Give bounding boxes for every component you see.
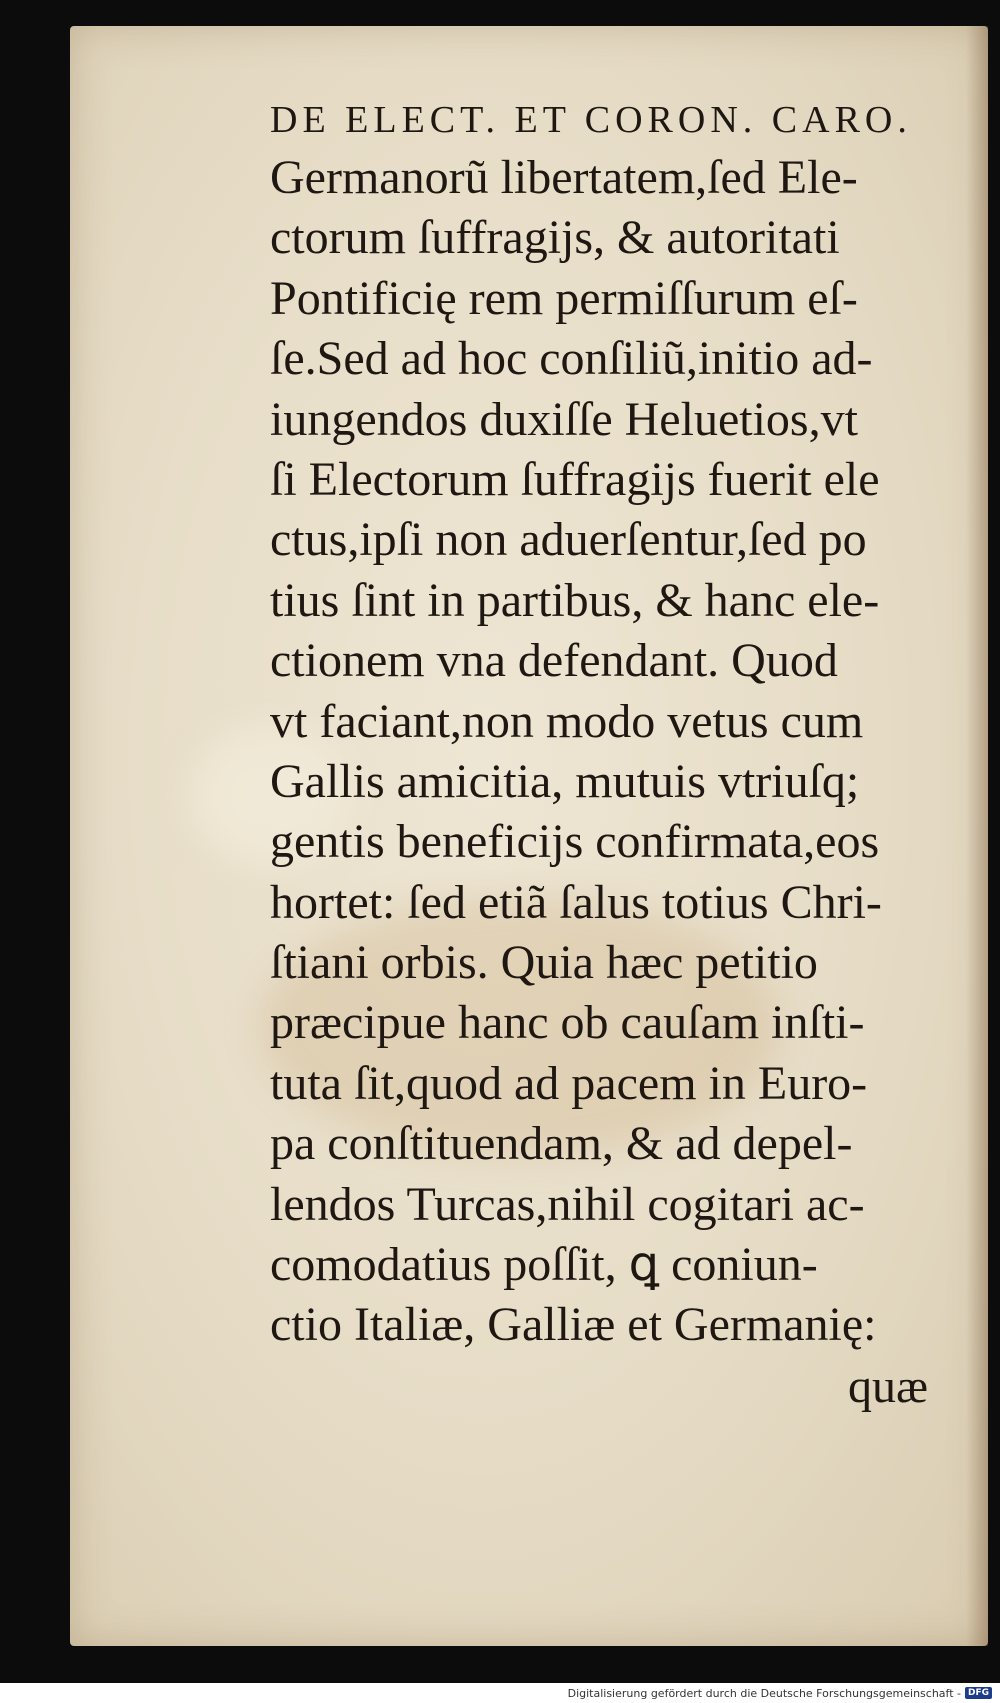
text-lines — [270, 148, 940, 1356]
catchword: quæ — [847, 1359, 928, 1413]
text-line: ctio Italiæ, Galliæ et Germanię: — [270, 1298, 877, 1352]
text-line: ctionem vna defendant. Quod — [270, 634, 838, 688]
text-line: ſi Electorum ſuffragijs fuerit ele — [270, 452, 880, 506]
text-line: iungendos duxiſſe Heluetios,vt — [270, 392, 858, 446]
running-head: DE ELECT. ET CORON. CARO. — [270, 99, 912, 141]
text-line: Gallis amicitia, mutuis vtriuſq; — [270, 754, 860, 808]
page-edge-shadow — [966, 26, 988, 1646]
text-line: pa conſtituendam, & ad depel‑ — [270, 1117, 853, 1171]
text-line: vt faciant,non modo vetus cum — [270, 694, 864, 748]
text-line: tius ſint in partibus, & hanc ele‑ — [270, 573, 880, 627]
text-line: Pontificię rem permiſſurum eſ‑ — [270, 271, 858, 325]
text-line: comodatius poſſit, ꝗ coniun‑ — [270, 1238, 818, 1292]
text-block — [270, 92, 940, 1418]
text-line: ſe.Sed ad hoc conſiliũ,initio ad‑ — [270, 332, 873, 386]
text-line: tuta ſit,quod ad pacem in Euro‑ — [270, 1056, 868, 1110]
text-line: gentis beneficijs confirmata,eos — [270, 815, 880, 869]
text-line: ctorum ſuffragijs, & autoritati — [270, 211, 840, 265]
text-line: lendos Turcas,nihil cogitari ac‑ — [270, 1177, 865, 1231]
footer-bar — [0, 1683, 1000, 1703]
text-line: ctus,ipſi non aduerſentur,ſed po — [270, 513, 867, 567]
text-line: Germanorũ libertatem,ſed Ele‑ — [270, 151, 858, 204]
text-line: ſtiani orbis. Quia hæc petitio — [270, 936, 818, 990]
dfg-logo: DFG — [965, 1687, 992, 1699]
text-line: præcipue hanc ob cauſam inſti‑ — [270, 996, 865, 1050]
text-line: hortet: ſed etiã ſalus totius Chri‑ — [270, 875, 882, 929]
funding-credit: Digitalisierung gefördert durch die Deutsche Forschungsgemeinschaft - — [567, 1686, 961, 1700]
